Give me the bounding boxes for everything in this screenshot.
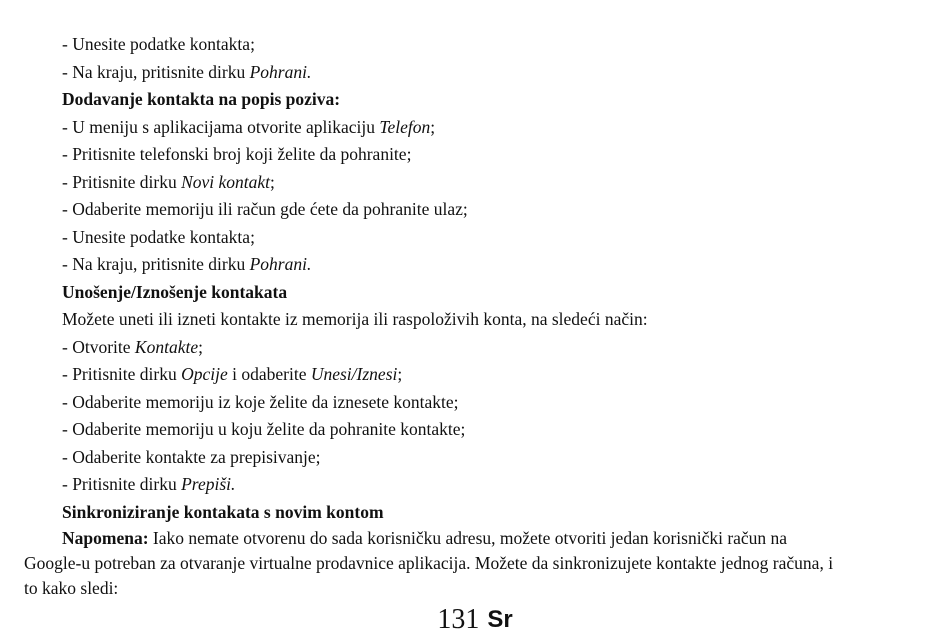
- line-text: - Pritisnite dirku: [62, 171, 182, 192]
- step-line: [62, 254, 311, 274]
- step-line: [62, 337, 203, 357]
- line-text: - Na kraju, pritisnite dirku: [62, 254, 250, 274]
- page-number: 131: [437, 604, 480, 635]
- line-text: - U meniju s aplikacijama otvorite aplikaciju: [62, 116, 380, 137]
- step-line: [62, 392, 459, 412]
- section-heading: [62, 282, 287, 302]
- step-line: [62, 227, 255, 247]
- step-line: [62, 172, 275, 192]
- emphasized-term: Opcije: [181, 364, 228, 384]
- emphasized-term: Telefon: [379, 116, 431, 137]
- emphasized-term: Pohrani.: [249, 61, 312, 82]
- emphasized-term: Novi kontakt: [181, 171, 271, 192]
- emphasized-term: Unesi/Iznesi: [310, 364, 398, 384]
- step-line: [62, 117, 435, 137]
- step-line: [62, 144, 411, 164]
- line-text: - Pritisnite telefonski broj koji želite da pohranite;: [62, 144, 412, 164]
- step-line: [62, 34, 255, 54]
- note-label: Napomena:: [62, 528, 149, 548]
- line-text: - Otvorite: [62, 336, 135, 357]
- line-text: - Pritisnite dirku: [62, 474, 182, 494]
- note-line-1: [24, 526, 928, 551]
- line-text: - Odaberite memoriju ili račun gde ćete da pohranite ulaz;: [62, 199, 468, 219]
- note-line-2: Google-u potreban za otvaranje virtualne prodavnice aplikacija. Možete da sinkronizujete kontakte jednog računa, i: [24, 553, 834, 573]
- line-text: Dodavanje kontakta na popis poziva:: [62, 89, 341, 109]
- step-line: [62, 447, 321, 467]
- step-line: [62, 474, 235, 494]
- note-paragraph: [24, 526, 928, 601]
- line-text: ;: [430, 116, 436, 137]
- line-text: ;: [198, 336, 203, 357]
- note-line-3: to kako sledi:: [24, 578, 119, 598]
- step-line: [62, 199, 468, 219]
- section-heading: [62, 502, 384, 522]
- section-heading: [62, 89, 340, 109]
- language-tag: Sr: [487, 606, 513, 633]
- line-text: - Odaberite memoriju iz koje želite da iznesete kontakte;: [62, 391, 459, 412]
- line-text: Unošenje/Iznošenje kontakata: [62, 281, 288, 302]
- line-text: - Unesite podatke kontakta;: [62, 226, 255, 247]
- step-line: [62, 62, 311, 82]
- line-text: - Unesite podatke kontakta;: [62, 34, 255, 54]
- line-text: ;: [270, 171, 275, 192]
- line-text: ;: [397, 364, 403, 384]
- line-text: i odaberite: [227, 364, 311, 384]
- step-line: [62, 364, 402, 384]
- line-text: Možete uneti ili izneti kontakte iz memorija ili raspoloživih konta, na sledeći način:: [62, 309, 648, 329]
- note-text-1: Iako nemate otvorenu do sada korisničku adresu, možete otvoriti jedan korisnički račun na: [152, 528, 788, 548]
- emphasized-term: Prepiši.: [181, 474, 236, 494]
- line-text: - Pritisnite dirku: [62, 364, 182, 384]
- line-text: - Odaberite memoriju u koju želite da pohranite kontakte;: [62, 419, 466, 439]
- line-text: Sinkroniziranje kontakata s novim kontom: [62, 501, 384, 522]
- emphasized-term: Kontakte: [134, 336, 199, 357]
- line-text: - Na kraju, pritisnite dirku: [62, 61, 250, 82]
- line-text: - Odaberite kontakte za prepisivanje;: [62, 446, 321, 467]
- body-line: [62, 309, 648, 329]
- emphasized-term: Pohrani.: [249, 254, 312, 274]
- page-footer: [0, 604, 950, 636]
- step-line: [62, 419, 465, 439]
